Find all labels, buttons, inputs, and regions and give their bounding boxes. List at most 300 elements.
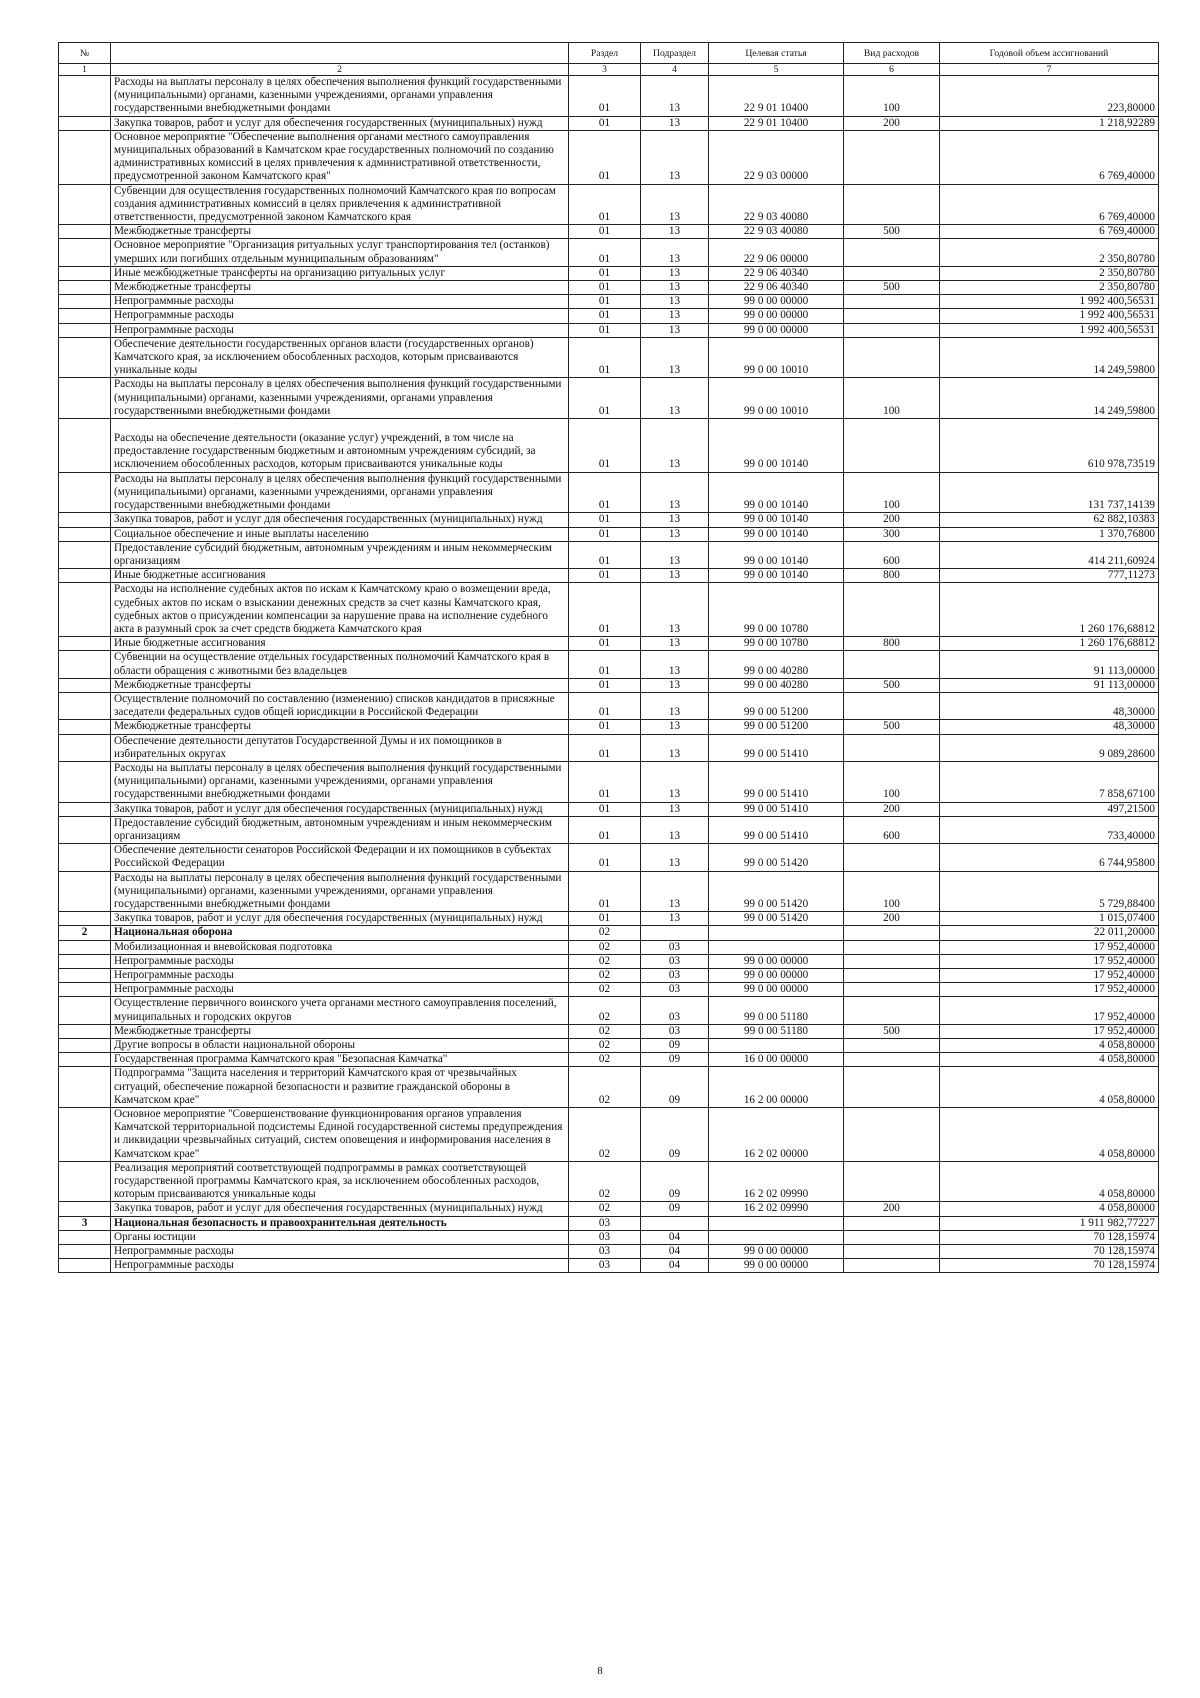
row-subsection: 13 — [641, 678, 709, 692]
row-amount: 1 992 400,56531 — [940, 309, 1159, 323]
row-subsection: 03 — [641, 1024, 709, 1038]
row-number — [59, 1039, 111, 1053]
row-name: Основное мероприятие "Организация ритуальных услуг транспортирования тел (останков) умерших или погибших отдельным муниципальным образованиям" — [111, 239, 569, 266]
row-name: Национальная оборона — [111, 926, 569, 940]
row-amount: 6 769,40000 — [940, 184, 1159, 225]
row-number — [59, 1053, 111, 1067]
row-number — [59, 816, 111, 843]
row-name: Осуществление полномочий по составлению (изменению) списков кандидатов в присяжные заседатели федеральных судов общей юрисдикции в Российской Федерации — [111, 692, 569, 719]
row-subsection: 13 — [641, 184, 709, 225]
row-amount: 6 769,40000 — [940, 130, 1159, 184]
row-target: 22 9 01 10400 — [709, 76, 844, 117]
row-expense-type: 600 — [844, 816, 940, 843]
row-expense-type: 200 — [844, 116, 940, 130]
row-name: Закупка товаров, работ и услуг для обеспечения государственных (муниципальных) нужд — [111, 912, 569, 926]
row-expense-type — [844, 239, 940, 266]
row-expense-type — [844, 1216, 940, 1230]
row-expense-type — [844, 419, 940, 473]
row-name: Обеспечение деятельности сенаторов Российской Федерации и их помощников в субъектах Российской Федерации — [111, 844, 569, 871]
row-subsection: 09 — [641, 1202, 709, 1216]
row-amount: 414 211,60924 — [940, 541, 1159, 568]
row-expense-type: 200 — [844, 912, 940, 926]
row-amount: 7 858,67100 — [940, 761, 1159, 802]
row-amount: 17 952,40000 — [940, 940, 1159, 954]
row-number — [59, 266, 111, 280]
row-amount: 4 058,80000 — [940, 1053, 1159, 1067]
table-row — [59, 678, 1159, 692]
row-subsection: 13 — [641, 569, 709, 583]
row-number — [59, 419, 111, 473]
row-expense-type: 300 — [844, 527, 940, 541]
row-number — [59, 844, 111, 871]
row-target — [709, 1216, 844, 1230]
row-subsection: 13 — [641, 844, 709, 871]
row-section: 01 — [569, 692, 641, 719]
row-target: 99 0 00 51200 — [709, 720, 844, 734]
row-target — [709, 940, 844, 954]
row-section: 01 — [569, 912, 641, 926]
row-subsection: 13 — [641, 734, 709, 761]
table-row — [59, 1259, 1159, 1273]
row-expense-type — [844, 940, 940, 954]
row-amount: 5 729,88400 — [940, 871, 1159, 912]
row-section: 02 — [569, 954, 641, 968]
table-row — [59, 969, 1159, 983]
row-target: 16 2 00 00000 — [709, 1067, 844, 1108]
row-section: 01 — [569, 116, 641, 130]
column-number: 2 — [111, 64, 569, 76]
row-target: 16 2 02 09990 — [709, 1202, 844, 1216]
row-section: 01 — [569, 184, 641, 225]
row-section: 02 — [569, 1108, 641, 1162]
table-row — [59, 912, 1159, 926]
row-target: 99 0 00 10140 — [709, 527, 844, 541]
row-expense-type: 500 — [844, 225, 940, 239]
row-name: Органы юстиции — [111, 1230, 569, 1244]
row-name: Межбюджетные трансферты — [111, 281, 569, 295]
row-expense-type — [844, 734, 940, 761]
row-target — [709, 926, 844, 940]
row-amount: 1 260 176,68812 — [940, 637, 1159, 651]
row-section: 01 — [569, 281, 641, 295]
row-section: 02 — [569, 997, 641, 1024]
table-row — [59, 816, 1159, 843]
row-number: 2 — [59, 926, 111, 940]
row-amount: 17 952,40000 — [940, 997, 1159, 1024]
table-row — [59, 337, 1159, 378]
row-target: 99 0 00 51410 — [709, 802, 844, 816]
row-section: 02 — [569, 940, 641, 954]
table-row — [59, 76, 1159, 117]
row-number — [59, 734, 111, 761]
row-subsection: 13 — [641, 513, 709, 527]
row-amount: 4 058,80000 — [940, 1067, 1159, 1108]
row-subsection: 13 — [641, 651, 709, 678]
row-section: 02 — [569, 1024, 641, 1038]
row-amount: 777,11273 — [940, 569, 1159, 583]
row-name: Межбюджетные трансферты — [111, 720, 569, 734]
row-section: 02 — [569, 1161, 641, 1202]
row-amount: 4 058,80000 — [940, 1108, 1159, 1162]
table-row — [59, 1245, 1159, 1259]
row-expense-type — [844, 337, 940, 378]
row-number — [59, 527, 111, 541]
table-row — [59, 637, 1159, 651]
row-target: 22 9 06 40340 — [709, 266, 844, 280]
row-amount: 1 911 982,77227 — [940, 1216, 1159, 1230]
row-target: 22 9 06 40340 — [709, 281, 844, 295]
row-number — [59, 472, 111, 513]
row-subsection: 13 — [641, 583, 709, 637]
row-amount: 6 769,40000 — [940, 225, 1159, 239]
row-expense-type — [844, 926, 940, 940]
row-subsection: 13 — [641, 130, 709, 184]
table-row — [59, 239, 1159, 266]
row-target: 16 0 00 00000 — [709, 1053, 844, 1067]
row-number — [59, 337, 111, 378]
table-row — [59, 281, 1159, 295]
row-expense-type: 800 — [844, 569, 940, 583]
table-row — [59, 541, 1159, 568]
table-row — [59, 926, 1159, 940]
row-number — [59, 1202, 111, 1216]
row-number — [59, 761, 111, 802]
row-name: Субвенции на осуществление отдельных государственных полномочий Камчатского края в области обращения с животными без владельцев — [111, 651, 569, 678]
row-section: 01 — [569, 720, 641, 734]
row-number — [59, 1245, 111, 1259]
table-row — [59, 761, 1159, 802]
row-section: 01 — [569, 513, 641, 527]
row-name: Закупка товаров, работ и услуг для обеспечения государственных (муниципальных) нужд — [111, 513, 569, 527]
row-name: Расходы на обеспечение деятельности (оказание услуг) учреждений, в том числе на предоставление государственным бюджетным и автономным учреждениям субсидий, за исключением обособленных расходов, которым присваиваются уникальные коды — [111, 419, 569, 473]
row-section: 02 — [569, 1202, 641, 1216]
row-expense-type: 100 — [844, 76, 940, 117]
table-row — [59, 651, 1159, 678]
row-name: Обеспечение деятельности государственных органов власти (государственных органов) Камчатского края, за исключением обособленных расходов, которым присваиваются уникальные коды — [111, 337, 569, 378]
row-amount: 2 350,80780 — [940, 239, 1159, 266]
row-name: Иные межбюджетные трансферты на организацию ритуальных услуг — [111, 266, 569, 280]
row-amount: 1 218,92289 — [940, 116, 1159, 130]
table-row — [59, 1067, 1159, 1108]
row-subsection — [641, 926, 709, 940]
table-row — [59, 997, 1159, 1024]
row-number — [59, 912, 111, 926]
row-expense-type: 100 — [844, 871, 940, 912]
row-amount: 17 952,40000 — [940, 1024, 1159, 1038]
row-amount: 62 882,10383 — [940, 513, 1159, 527]
row-subsection: 13 — [641, 637, 709, 651]
table-row — [59, 513, 1159, 527]
row-number — [59, 281, 111, 295]
row-amount: 6 744,95800 — [940, 844, 1159, 871]
table-row — [59, 323, 1159, 337]
row-expense-type — [844, 954, 940, 968]
row-amount: 70 128,15974 — [940, 1230, 1159, 1244]
row-subsection: 13 — [641, 871, 709, 912]
row-number — [59, 309, 111, 323]
row-name: Другие вопросы в области национальной обороны — [111, 1039, 569, 1053]
row-amount: 4 058,80000 — [940, 1039, 1159, 1053]
row-subsection: 13 — [641, 419, 709, 473]
row-amount: 14 249,59800 — [940, 378, 1159, 419]
row-subsection: 09 — [641, 1067, 709, 1108]
row-subsection: 13 — [641, 802, 709, 816]
row-subsection: 13 — [641, 472, 709, 513]
row-section: 02 — [569, 1067, 641, 1108]
row-number — [59, 940, 111, 954]
row-name: Расходы на исполнение судебных актов по искам к Камчатскому краю о возмещении вреда, судебных актов по искам о взыскании денежных средств за счет казны Камчатского края, судебных актов о присуждении компенсации за нарушение права на исполнение судебного акта в разумный срок за счет средств бюджета Камчатского края — [111, 583, 569, 637]
row-subsection: 13 — [641, 541, 709, 568]
row-target: 16 2 02 00000 — [709, 1108, 844, 1162]
row-expense-type — [844, 184, 940, 225]
row-name: Предоставление субсидий бюджетным, автономным учреждениям и иным некоммерческим организациям — [111, 541, 569, 568]
row-subsection: 13 — [641, 225, 709, 239]
row-amount: 2 350,80780 — [940, 266, 1159, 280]
row-subsection: 13 — [641, 266, 709, 280]
row-subsection: 09 — [641, 1161, 709, 1202]
row-target: 16 2 02 09990 — [709, 1161, 844, 1202]
row-name: Непрограммные расходы — [111, 295, 569, 309]
row-amount: 9 089,28600 — [940, 734, 1159, 761]
row-expense-type: 200 — [844, 513, 940, 527]
row-expense-type — [844, 969, 940, 983]
row-target: 22 9 03 40080 — [709, 184, 844, 225]
table-row — [59, 844, 1159, 871]
row-target: 99 0 00 00000 — [709, 295, 844, 309]
row-number — [59, 583, 111, 637]
row-number — [59, 513, 111, 527]
row-number — [59, 871, 111, 912]
row-section: 03 — [569, 1230, 641, 1244]
row-section: 01 — [569, 472, 641, 513]
row-section: 01 — [569, 419, 641, 473]
header-section: Раздел — [569, 43, 641, 64]
table-row — [59, 1024, 1159, 1038]
row-name: Основное мероприятие "Совершенствование функционирования органов управления Камчатской территориальной подсистемы Единой государственной системы предупреждения и ликвидации чрезвычайных ситуаций, систем оповещения и информирования населения в Камчатском крае" — [111, 1108, 569, 1162]
row-expense-type: 100 — [844, 378, 940, 419]
row-subsection: 13 — [641, 281, 709, 295]
row-target — [709, 1039, 844, 1053]
row-subsection: 13 — [641, 309, 709, 323]
row-target: 99 0 00 00000 — [709, 1245, 844, 1259]
column-number: 5 — [709, 64, 844, 76]
row-subsection: 03 — [641, 954, 709, 968]
table-row — [59, 309, 1159, 323]
row-target: 99 0 00 10780 — [709, 637, 844, 651]
row-subsection: 13 — [641, 761, 709, 802]
row-number — [59, 184, 111, 225]
row-subsection: 04 — [641, 1245, 709, 1259]
header-no: № — [59, 43, 111, 64]
row-expense-type — [844, 323, 940, 337]
row-number — [59, 378, 111, 419]
row-subsection: 13 — [641, 295, 709, 309]
row-section: 01 — [569, 266, 641, 280]
row-name: Межбюджетные трансферты — [111, 225, 569, 239]
table-row — [59, 569, 1159, 583]
row-target: 99 0 00 10140 — [709, 541, 844, 568]
row-amount: 4 058,80000 — [940, 1202, 1159, 1216]
row-name: Расходы на выплаты персоналу в целях обеспечения выполнения функций государственными (муниципальными) органами, казенными учреждениями, органами управления государственными внебюджетными фондами — [111, 76, 569, 117]
row-name: Непрограммные расходы — [111, 1259, 569, 1273]
row-name: Предоставление субсидий бюджетным, автономным учреждениям и иным некоммерческим организациям — [111, 816, 569, 843]
row-target: 99 0 00 51410 — [709, 761, 844, 802]
row-amount: 48,30000 — [940, 720, 1159, 734]
header-amount: Годовой объем ассигнований — [940, 43, 1159, 64]
row-amount: 733,40000 — [940, 816, 1159, 843]
table-row — [59, 527, 1159, 541]
row-number — [59, 678, 111, 692]
row-amount: 4 058,80000 — [940, 1161, 1159, 1202]
row-target: 99 0 00 00000 — [709, 954, 844, 968]
row-section: 01 — [569, 651, 641, 678]
row-name: Закупка товаров, работ и услуг для обеспечения государственных (муниципальных) нужд — [111, 1202, 569, 1216]
row-number — [59, 225, 111, 239]
row-target: 99 0 00 10140 — [709, 472, 844, 513]
row-subsection — [641, 1216, 709, 1230]
row-amount: 1 260 176,68812 — [940, 583, 1159, 637]
row-name: Непрограммные расходы — [111, 309, 569, 323]
row-target: 99 0 00 51420 — [709, 871, 844, 912]
table-row — [59, 871, 1159, 912]
row-subsection: 13 — [641, 527, 709, 541]
table-row — [59, 1039, 1159, 1053]
row-expense-type — [844, 266, 940, 280]
row-section: 03 — [569, 1259, 641, 1273]
row-expense-type — [844, 692, 940, 719]
row-subsection: 04 — [641, 1230, 709, 1244]
table-row — [59, 1108, 1159, 1162]
row-target: 22 9 01 10400 — [709, 116, 844, 130]
row-section: 01 — [569, 225, 641, 239]
table-row — [59, 692, 1159, 719]
row-number — [59, 1067, 111, 1108]
row-subsection: 04 — [641, 1259, 709, 1273]
table-row — [59, 378, 1159, 419]
row-section: 01 — [569, 678, 641, 692]
row-subsection: 13 — [641, 116, 709, 130]
row-number — [59, 954, 111, 968]
table-row — [59, 1053, 1159, 1067]
row-name: Мобилизационная и вневойсковая подготовка — [111, 940, 569, 954]
row-expense-type — [844, 1245, 940, 1259]
row-expense-type: 500 — [844, 1024, 940, 1038]
row-target: 99 0 00 51410 — [709, 816, 844, 843]
table-row — [59, 472, 1159, 513]
row-name: Осуществление первичного воинского учета органами местного самоуправления поселений, муниципальных и городских округов — [111, 997, 569, 1024]
row-expense-type: 200 — [844, 1202, 940, 1216]
row-target: 99 0 00 10140 — [709, 419, 844, 473]
row-section: 01 — [569, 816, 641, 843]
row-target: 99 0 00 00000 — [709, 983, 844, 997]
row-expense-type — [844, 997, 940, 1024]
row-amount: 17 952,40000 — [940, 954, 1159, 968]
row-amount: 223,80000 — [940, 76, 1159, 117]
header-name — [111, 43, 569, 64]
row-expense-type: 100 — [844, 761, 940, 802]
row-name: Субвенции для осуществления государственных полномочий Камчатского края по вопросам создания административных комиссий в целях привлечения к административной ответственности, предусмотренной законом Камчатского края — [111, 184, 569, 225]
row-target: 99 0 00 51180 — [709, 1024, 844, 1038]
row-section: 01 — [569, 844, 641, 871]
row-subsection: 13 — [641, 239, 709, 266]
row-expense-type — [844, 983, 940, 997]
row-number — [59, 239, 111, 266]
row-expense-type — [844, 844, 940, 871]
row-number — [59, 692, 111, 719]
row-amount: 1 370,76800 — [940, 527, 1159, 541]
row-expense-type: 800 — [844, 637, 940, 651]
column-number: 1 — [59, 64, 111, 76]
header-expense-type: Вид расходов — [844, 43, 940, 64]
row-target — [709, 1230, 844, 1244]
row-number — [59, 651, 111, 678]
row-name: Непрограммные расходы — [111, 1245, 569, 1259]
row-expense-type: 600 — [844, 541, 940, 568]
row-number — [59, 720, 111, 734]
row-amount: 1 992 400,56531 — [940, 295, 1159, 309]
row-section: 01 — [569, 761, 641, 802]
row-number: 3 — [59, 1216, 111, 1230]
table-row — [59, 1230, 1159, 1244]
row-target: 99 0 00 51420 — [709, 844, 844, 871]
row-expense-type — [844, 1161, 940, 1202]
row-subsection: 13 — [641, 912, 709, 926]
table-row — [59, 583, 1159, 637]
row-number — [59, 802, 111, 816]
row-target: 99 0 00 51410 — [709, 734, 844, 761]
table-row — [59, 802, 1159, 816]
row-expense-type — [844, 1053, 940, 1067]
row-target: 99 0 00 10780 — [709, 583, 844, 637]
row-amount: 14 249,59800 — [940, 337, 1159, 378]
row-subsection: 13 — [641, 720, 709, 734]
column-number: 6 — [844, 64, 940, 76]
column-number: 3 — [569, 64, 641, 76]
row-expense-type — [844, 1230, 940, 1244]
row-section: 01 — [569, 323, 641, 337]
header-target: Целевая статья — [709, 43, 844, 64]
row-name: Непрограммные расходы — [111, 983, 569, 997]
row-target: 99 0 00 10140 — [709, 569, 844, 583]
row-expense-type: 200 — [844, 802, 940, 816]
row-number — [59, 1161, 111, 1202]
row-number — [59, 997, 111, 1024]
row-section: 02 — [569, 926, 641, 940]
row-section: 02 — [569, 1039, 641, 1053]
row-expense-type — [844, 1039, 940, 1053]
row-section: 01 — [569, 309, 641, 323]
row-subsection: 03 — [641, 983, 709, 997]
row-subsection: 13 — [641, 378, 709, 419]
row-section: 03 — [569, 1245, 641, 1259]
row-amount: 48,30000 — [940, 692, 1159, 719]
table-row — [59, 225, 1159, 239]
row-number — [59, 637, 111, 651]
row-name: Иные бюджетные ассигнования — [111, 637, 569, 651]
row-subsection: 13 — [641, 692, 709, 719]
row-subsection: 13 — [641, 816, 709, 843]
row-section: 01 — [569, 527, 641, 541]
row-expense-type — [844, 295, 940, 309]
row-section: 01 — [569, 76, 641, 117]
row-amount: 610 978,73519 — [940, 419, 1159, 473]
row-section: 01 — [569, 239, 641, 266]
row-target: 99 0 00 51200 — [709, 692, 844, 719]
row-expense-type — [844, 1259, 940, 1273]
header-subsection: Подраздел — [641, 43, 709, 64]
row-target: 99 0 00 00000 — [709, 1259, 844, 1273]
row-target: 22 9 03 40080 — [709, 225, 844, 239]
